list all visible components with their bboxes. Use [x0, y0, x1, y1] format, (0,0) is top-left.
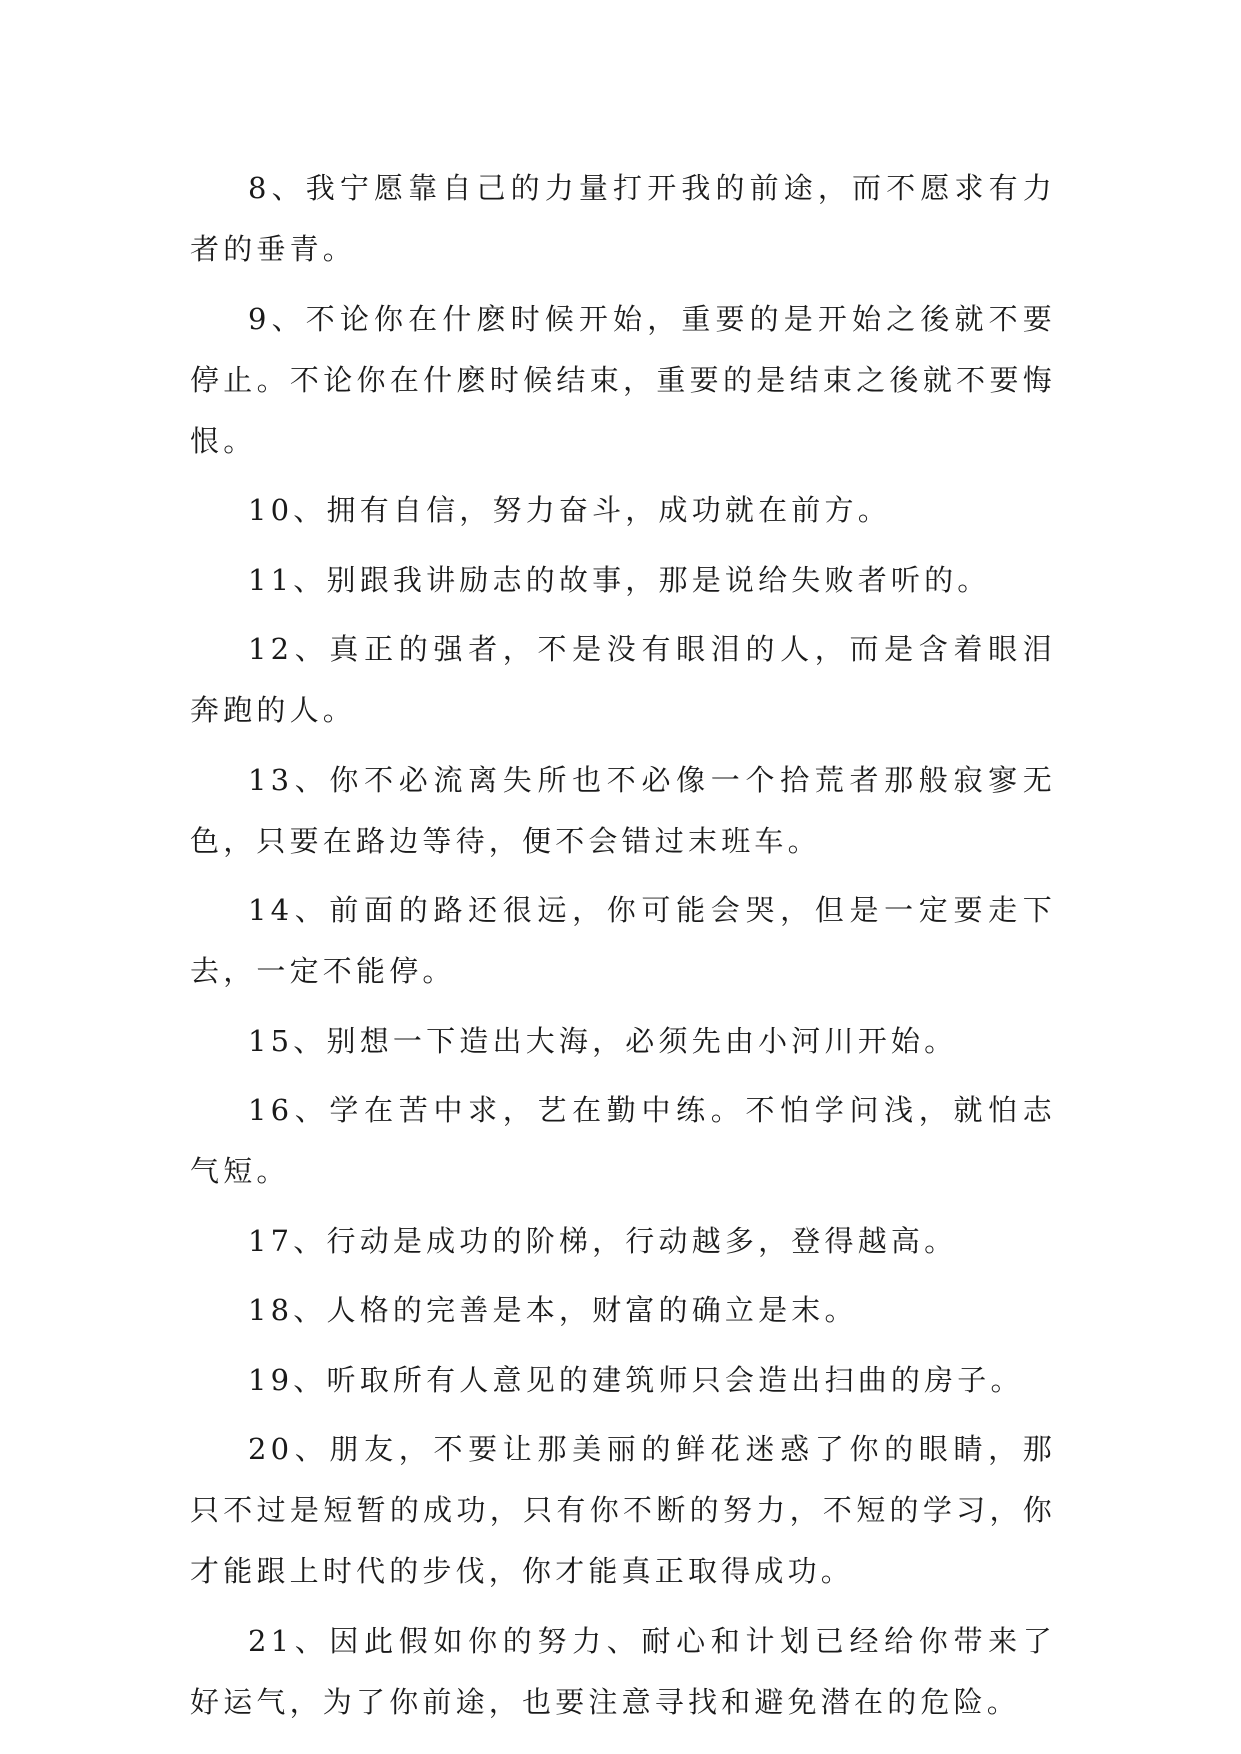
quote-paragraph-13: 13、你不必流离失所也不必像一个拾荒者那般寂寥无色，只要在路边等待，便不会错过末班车。 — [190, 762, 1056, 858]
quote-paragraph-19: 19、听取所有人意见的建筑师只会造出扫曲的房子。 — [248, 1362, 1024, 1397]
quote-paragraph-16: 16、学在苦中求，艺在勤中练。不怕学问浅，就怕志气短。 — [190, 1093, 1056, 1188]
quote-paragraph-12: 12、真正的强者，不是没有眼泪的人，而是含着眼泪奔跑的人。 — [190, 632, 1056, 727]
quote-paragraph-20: 20、朋友，不要让那美丽的鲜花迷惑了你的眼睛，那只不过是短暂的成功，只有你不断的努力，不短的学习，你才能跟上时代的步伐，你才能真正取得成功。 — [190, 1432, 1056, 1588]
quote-paragraph-17: 17、行动是成功的阶梯，行动越多，登得越高。 — [248, 1223, 958, 1258]
quote-paragraph-10: 10、拥有自信，努力奋斗，成功就在前方。 — [248, 493, 891, 527]
quote-paragraph-21: 21、因此假如你的努力、耐心和计划已经给你带来了好运气，为了你前途，也要注意寻找和避免潜在的危险。 — [190, 1623, 1056, 1719]
quote-paragraph-11: 11、别跟我讲励志的故事，那是说给失败者听的。 — [248, 562, 991, 597]
quote-paragraph-14: 14、前面的路还很远，你可能会哭，但是一定要走下去，一定不能停。 — [190, 893, 1056, 988]
quote-paragraph-9: 9、不论你在什麽时候开始，重要的是开始之後就不要停止。不论你在什麽时候结束，重要的是结束之後就不要悔恨。 — [190, 301, 1056, 458]
quote-paragraph-18: 18、人格的完善是本，财富的确立是末。 — [248, 1293, 858, 1327]
quote-paragraph-8: 8、我宁愿靠自己的力量打开我的前途，而不愿求有力者的垂青。 — [190, 171, 1056, 266]
quote-paragraph-15: 15、别想一下造出大海，必须先由小河川开始。 — [248, 1023, 958, 1058]
document-body — [190, 158, 1056, 1741]
